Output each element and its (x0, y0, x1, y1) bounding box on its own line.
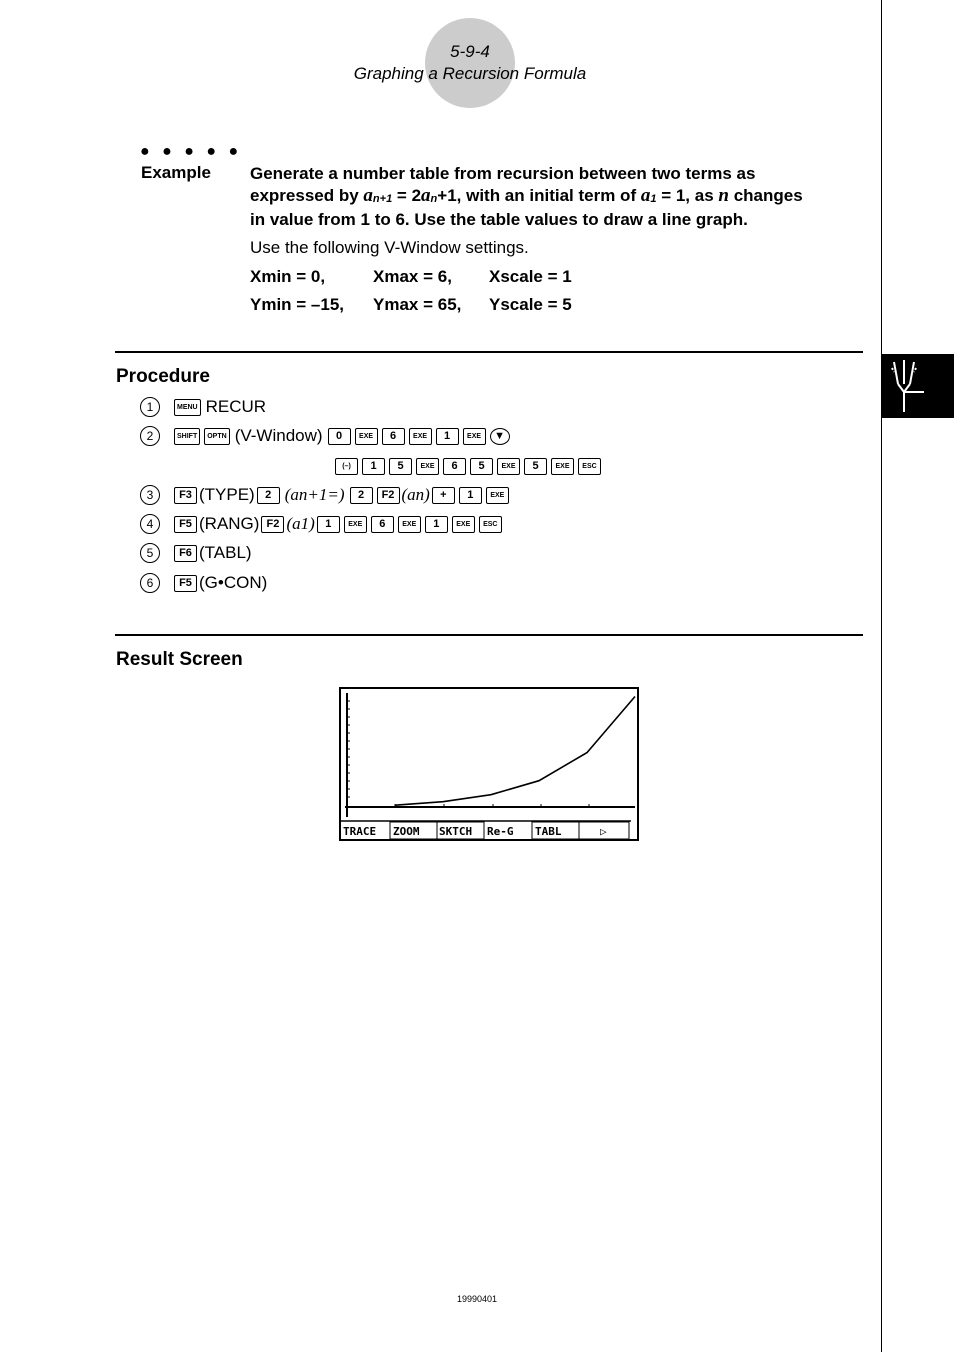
step-1 (140, 395, 269, 419)
step-text: (V-Window) (234, 426, 323, 445)
step-text: (a1) (286, 514, 315, 533)
example-text (250, 163, 860, 231)
step-2-continued (333, 454, 603, 478)
page-title: Graphing a Recursion Formula (353, 64, 587, 83)
key-1: 1 (317, 516, 340, 533)
key-6: 6 (443, 458, 466, 475)
step-text: (TABL) (199, 543, 252, 562)
key-1: 1 (425, 516, 448, 533)
exe-key: EXE (398, 516, 421, 533)
example-line-3: in value from 1 to 6. Use the table values to draw a line graph. (250, 210, 748, 229)
step-5 (140, 541, 252, 565)
footer-code: 19990401 (456, 1294, 498, 1304)
step-6 (140, 571, 267, 595)
chapter-tab (882, 354, 954, 418)
exe-key: EXE (344, 516, 367, 533)
step-number: 5 (140, 543, 160, 563)
menu-sketch: SKTCH (439, 825, 473, 838)
ymin-value: Ymin = –15, (250, 295, 345, 314)
menu-zoom: ZOOM (393, 825, 420, 838)
shift-key: SHIFT (174, 428, 200, 445)
xmax-value: Xmax = 6, (373, 267, 452, 286)
key-5: 5 (470, 458, 493, 475)
f3-key: F3 (174, 487, 197, 504)
vwindow-intro: Use the following V-Window settings. (250, 238, 529, 257)
exe-key: EXE (409, 428, 432, 445)
example-dots: ● ● ● ● ● (140, 143, 243, 160)
exe-key: EXE (497, 458, 520, 475)
procedure-divider (115, 351, 863, 353)
example-label: Example (141, 163, 211, 182)
yscale-value: Yscale = 5 (489, 295, 572, 314)
step-number: 4 (140, 514, 160, 534)
f2-key: F2 (377, 487, 400, 504)
esc-key: ESC (479, 516, 502, 533)
key-2: 2 (350, 487, 373, 504)
step-text: (TYPE) (199, 485, 255, 504)
optn-key: OPTN (204, 428, 229, 445)
esc-key: ESC (578, 458, 601, 475)
step-text: (RANG) (199, 514, 260, 533)
exe-key: EXE (416, 458, 439, 475)
f2-key: F2 (261, 516, 284, 533)
exe-key: EXE (551, 458, 574, 475)
example-line-1: Generate a number table from recursion between two terms as (250, 164, 756, 183)
plus-key: + (432, 487, 455, 504)
recursion-chapter-icon (882, 354, 954, 418)
procedure-heading: Procedure (116, 366, 210, 387)
key-6: 6 (382, 428, 405, 445)
negative-key: (–) (335, 458, 358, 475)
key-1: 1 (436, 428, 459, 445)
step-text: (an+1=) (284, 485, 345, 504)
key-5: 5 (524, 458, 547, 475)
key-5: 5 (389, 458, 412, 475)
menu-key: MENU (174, 399, 201, 416)
step-number: 1 (140, 397, 160, 417)
exe-key: EXE (452, 516, 475, 533)
key-1: 1 (459, 487, 482, 504)
menu-reg: Re-G (487, 825, 514, 838)
f5-key: F5 (174, 516, 197, 533)
step-number: 6 (140, 573, 160, 593)
result-divider (115, 634, 863, 636)
xscale-value: Xscale = 1 (489, 267, 572, 286)
f5-key: F5 (174, 575, 197, 592)
header-circle (425, 18, 515, 108)
exe-key: EXE (355, 428, 378, 445)
step-text: RECUR (205, 397, 267, 416)
menu-trace: TRACE (343, 825, 377, 838)
step-number: 3 (140, 485, 160, 505)
step-4 (140, 512, 504, 536)
step-text: (G•CON) (199, 573, 268, 592)
key-1: 1 (362, 458, 385, 475)
vwindow-x-row (250, 267, 572, 287)
exe-key: EXE (463, 428, 486, 445)
f6-key: F6 (174, 545, 197, 562)
section-number: 5-9-4 (450, 42, 490, 61)
exe-key: EXE (486, 487, 509, 504)
screen-frame (340, 688, 638, 840)
key-6: 6 (371, 516, 394, 533)
key-0: 0 (328, 428, 351, 445)
menu-table: TABL (535, 825, 562, 838)
step-2 (140, 424, 512, 448)
menu-next: ▷ (600, 825, 607, 838)
xmin-value: Xmin = 0, (250, 267, 326, 286)
step-number: 2 (140, 426, 160, 446)
down-arrow-key: ▼ (490, 428, 510, 445)
key-2: 2 (257, 487, 280, 504)
step-3 (140, 483, 511, 507)
step-text: (an) (401, 485, 430, 504)
example-line-2: expressed by $a_{n+1} = 2a_n+1$, with an initial term of $a_1 = 1$, as n changes (250, 185, 803, 206)
calculator-result-screen (339, 687, 639, 841)
right-margin-rule (881, 0, 882, 1352)
ymax-value: Ymax = 65, (373, 295, 462, 314)
result-heading: Result Screen (116, 649, 243, 670)
vwindow-y-row (250, 295, 572, 315)
